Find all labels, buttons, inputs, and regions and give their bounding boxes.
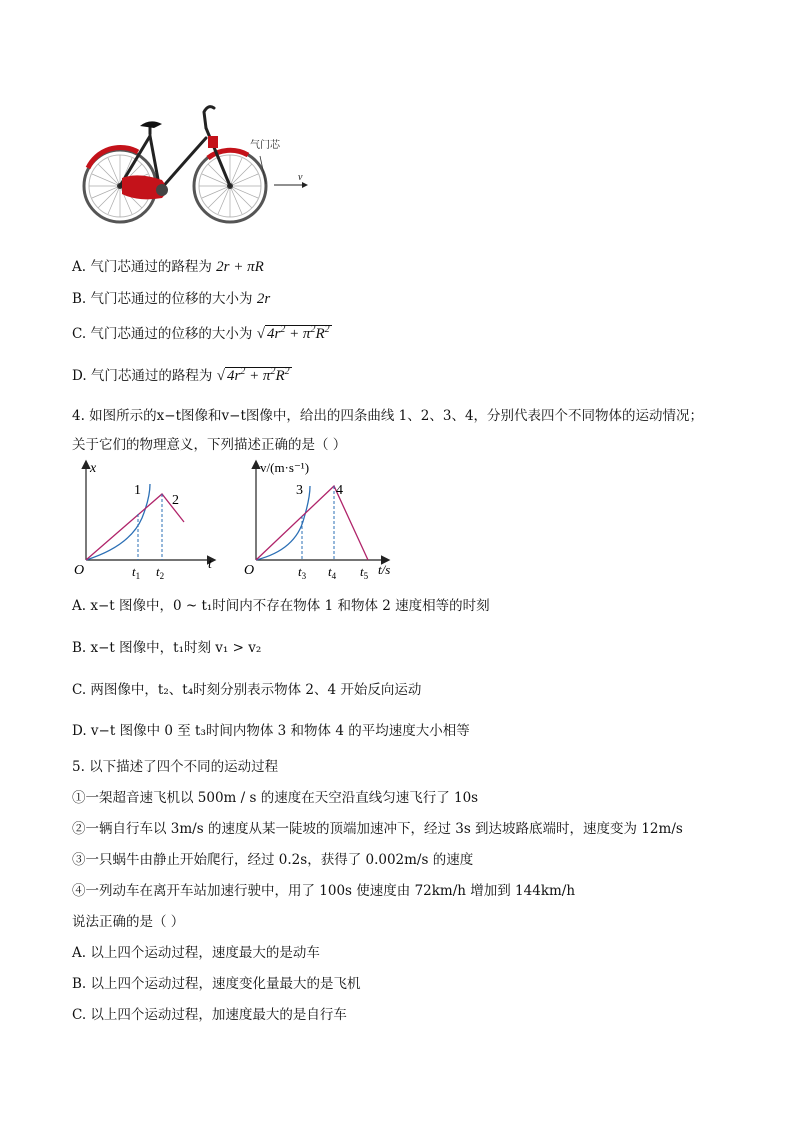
velocity-label: v [298, 172, 303, 183]
svg-text:t1 [132, 564, 140, 581]
sqrt-exp2: 2 [310, 324, 316, 335]
xt-t2-sub: 2 [159, 571, 165, 581]
vt-curve3-label: 3 [296, 483, 303, 498]
q4-option-d: D. v−t 图像中 0 至 t₃时间内物体 3 和物体 4 的平均速度大小相等 [72, 723, 470, 739]
q5-stem: 5. 以下描述了四个不同的运动过程 [72, 759, 279, 775]
xt-t1-sub: 1 [135, 571, 141, 581]
vt-curve-4 [256, 486, 368, 560]
xt-curve-2 [86, 494, 184, 560]
q3-option-d-text: D. 气门芯通过的路程为 [72, 368, 213, 384]
q5-item-1: ①一架超音速飞机以 500m / s 的速度在天空沿直线匀速飞行了 10s [72, 790, 479, 806]
q3-option-c [72, 322, 332, 343]
q3-option-a-text: A. 气门芯通过的路程为 [72, 259, 212, 275]
q3-option-d-sqrt: √ $4r^2 + \pi^2R^2$ [216, 366, 290, 384]
xt-curve1-label: 1 [134, 483, 141, 498]
sqrt-exp1: 2 [280, 324, 286, 335]
sqrt-base: 4r [266, 326, 281, 342]
xt-x-label: t [208, 557, 212, 572]
xt-t2-label: t [156, 564, 160, 579]
svg-text:t3 [298, 564, 307, 581]
vt-t3-sub: 3 [301, 571, 307, 581]
q3-option-b-math: 2r [256, 291, 271, 307]
q3-option-c-text: C. 气门芯通过的位移的大小为 [72, 326, 253, 342]
vt-origin: O [244, 563, 255, 578]
valve-label: 气门芯 [250, 140, 280, 151]
sqrt-exp1-d: 2 [240, 366, 246, 377]
sqrt-end-d: R [275, 368, 285, 384]
sqrt-mid: + π [289, 326, 311, 342]
q3-option-c-sqrt: √ $4r^2 + \pi^2R^2$ [256, 324, 330, 342]
q4-option-b: B. x−t 图像中，t₁时刻 v₁ > v₂ [72, 640, 262, 656]
vt-t5-label: t [360, 564, 364, 579]
vt-graph [238, 456, 408, 584]
q4-stem-line2: 关于它们的物理意义，下列描述正确的是（ ） [72, 437, 347, 453]
q3-option-a-math: 2r + πR [216, 259, 264, 275]
vt-y-label: v/(m·s⁻¹) [260, 460, 310, 475]
q5-option-a: A. 以上四个运动过程，速度最大的是动车 [72, 945, 320, 961]
q5-question: 说法正确的是（ ） [72, 914, 185, 930]
xt-graph [70, 456, 220, 584]
sqrt-exp2-d: 2 [270, 366, 276, 377]
sqrt-mid-d: + π [249, 368, 271, 384]
vt-t3-label: t [298, 564, 302, 579]
sqrt-exp3-d: 2 [284, 366, 290, 377]
q3-option-d [72, 364, 292, 385]
q3-option-b-text: B. 气门芯通过的位移的大小为 [72, 291, 253, 307]
vt-t5-sub: 5 [363, 571, 369, 581]
svg-text:t2 [156, 564, 164, 581]
sqrt-end: R [315, 326, 325, 342]
xt-t1-label: t [132, 564, 136, 579]
vt-curve4-label: 4 [336, 483, 343, 498]
q3-option-b [72, 287, 270, 308]
q4-option-c: C. 两图像中，t₂、t₄时刻分别表示物体 2、4 开始反向运动 [72, 682, 422, 698]
vt-t4-sub: 4 [331, 571, 337, 581]
xt-curve2-label: 2 [172, 493, 179, 508]
sqrt-exp3: 2 [324, 324, 330, 335]
vt-x-label: t/s [378, 562, 391, 577]
svg-text:t4 [328, 564, 337, 581]
q4-option-a: A. x−t 图像中，0 ~ t₁时间内不存在物体 1 和物体 2 速度相等的时刻 [72, 598, 490, 614]
q5-item-3: ③一只蜗牛由静止开始爬行，经过 0.2s，获得了 0.002m/s 的速度 [72, 852, 474, 868]
vt-t4-label: t [328, 564, 332, 579]
svg-text:t5 [360, 564, 369, 581]
q4-stem-line1: 4. 如图所示的x−t图像和v−t图像中，给出的四条曲线 1、2、3、4，分别代表四个不同物体的运动情况； [72, 408, 704, 424]
q5-item-4: ④一列动车在离开车站加速行驶中，用了 100s 使速度由 72km/h 增加到 144km/h [72, 883, 576, 899]
q3-option-a [72, 255, 264, 276]
sqrt-base-d: 4r [226, 368, 241, 384]
xt-origin: O [74, 563, 85, 578]
q5-option-b: B. 以上四个运动过程，速度变化量最大的是飞机 [72, 976, 361, 992]
bicycle-figure [78, 98, 318, 228]
q5-option-c: C. 以上四个运动过程，加速度最大的是自行车 [72, 1007, 347, 1023]
xt-y-label: x [90, 461, 97, 476]
q5-item-2: ②一辆自行车以 3m/s 的速度从某一陡坡的顶端加速冲下，经过 3s 到达坡路底端时，速度变为 12m/s [72, 821, 683, 837]
